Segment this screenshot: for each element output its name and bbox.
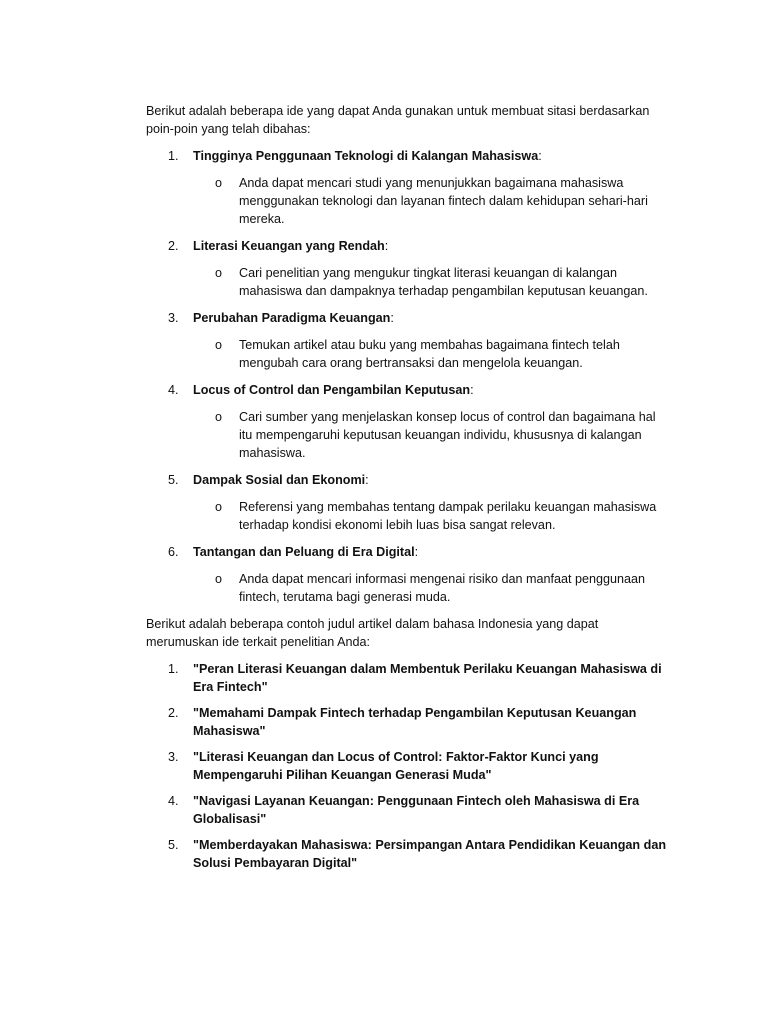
idea-colon: : xyxy=(365,473,369,487)
idea-colon: : xyxy=(414,545,419,559)
idea-detail xyxy=(146,174,666,228)
article-title-item xyxy=(146,704,666,740)
article-title-number: 1. xyxy=(168,662,179,676)
intro-paragraph: Berikut adalah beberapa ide yang dapat Anda gunakan untuk membuat sitasi berdasarkan poin-poin yang telah dibahas: xyxy=(146,104,650,136)
idea-detail-text: Cari penelitian yang mengukur tingkat literasi keuangan di kalangan mahasiswa dan dampaknya terhadap pengambilan keputusan keuangan. xyxy=(239,266,648,298)
idea-number: 1. xyxy=(168,149,179,163)
article-title-text: "Memahami Dampak Fintech terhadap Pengambilan Keputusan Keuangan Mahasiswa" xyxy=(193,706,637,738)
idea-detail-text: Anda dapat mencari studi yang menunjukkan bagaimana mahasiswa menggunakan teknologi dan layanan fintech dalam kehidupan sehari-hari mereka. xyxy=(239,176,648,226)
idea-detail xyxy=(146,264,666,300)
idea-detail-text: Temukan artikel atau buku yang membahas bagaimana fintech telah mengubah cara orang bertransaksi dan mengelola keuangan. xyxy=(239,338,620,370)
idea-title: Locus of Control dan Pengambilan Keputusan xyxy=(193,383,471,397)
document-page xyxy=(146,102,666,880)
bullet-icon: o xyxy=(215,338,223,352)
article-title-item xyxy=(146,792,666,828)
article-title-text: "Memberdayakan Mahasiswa: Persimpangan Antara Pendidikan Keuangan dan Solusi Pembayaran Digital" xyxy=(193,838,667,870)
idea-detail-text: Anda dapat mencari informasi mengenai risiko dan manfaat penggunaan fintech, terutama bagi generasi muda. xyxy=(239,572,646,604)
bullet-icon: o xyxy=(215,572,223,586)
idea-detail xyxy=(146,498,666,534)
ideas-list xyxy=(146,147,666,606)
idea-title: Perubahan Paradigma Keuangan xyxy=(193,311,391,325)
idea-title: Literasi Keuangan yang Rendah xyxy=(193,239,385,253)
article-title-item xyxy=(146,748,666,784)
idea-number: 2. xyxy=(168,239,179,253)
idea-colon: : xyxy=(390,311,394,325)
idea-item xyxy=(146,309,666,327)
article-title-text: "Navigasi Layanan Keuangan: Penggunaan Fintech oleh Mahasiswa di Era Globalisasi" xyxy=(193,794,640,826)
idea-colon: : xyxy=(538,149,542,163)
article-title-number: 5. xyxy=(168,838,179,852)
titles-intro-paragraph: Berikut adalah beberapa contoh judul artikel dalam bahasa Indonesia yang dapat merumuskan ide terkait penelitian Anda: xyxy=(146,617,599,649)
idea-item xyxy=(146,381,666,399)
bullet-icon: o xyxy=(215,500,223,514)
idea-item xyxy=(146,237,666,255)
bullet-icon: o xyxy=(215,410,223,424)
idea-colon: : xyxy=(470,383,474,397)
article-title-item xyxy=(146,660,666,696)
article-title-text: "Peran Literasi Keuangan dalam Membentuk Perilaku Keuangan Mahasiswa di Era Fintech" xyxy=(193,662,662,694)
idea-number: 5. xyxy=(168,473,179,487)
idea-number: 4. xyxy=(168,383,179,397)
article-title-number: 2. xyxy=(168,706,179,720)
idea-detail-text: Cari sumber yang menjelaskan konsep locus of control dan bagaimana hal itu mempengaruhi keputusan keuangan individu, khususnya di kalangan mahasiswa. xyxy=(239,410,656,460)
article-titles-list xyxy=(146,660,666,872)
idea-colon: : xyxy=(384,239,389,253)
article-title-number: 4. xyxy=(168,794,179,808)
idea-title: Tingginya Penggunaan Teknologi di Kalangan Mahasiswa xyxy=(193,149,539,163)
idea-title: Tantangan dan Peluang di Era Digital xyxy=(193,545,415,559)
bullet-icon: o xyxy=(215,266,223,280)
idea-detail xyxy=(146,336,666,372)
idea-detail xyxy=(146,408,666,462)
idea-item xyxy=(146,471,666,489)
bullet-icon: o xyxy=(215,176,223,190)
article-title-item xyxy=(146,836,666,872)
idea-number: 6. xyxy=(168,545,179,559)
idea-item xyxy=(146,543,666,561)
idea-detail xyxy=(146,570,666,606)
article-title-text: "Literasi Keuangan dan Locus of Control: Faktor-Faktor Kunci yang Mempengaruhi Pilihan Keuangan Generasi Muda" xyxy=(193,750,599,782)
idea-detail-text: Referensi yang membahas tentang dampak perilaku keuangan mahasiswa terhadap kondisi ekonomi lebih luas bisa sangat relevan. xyxy=(239,500,657,532)
idea-title: Dampak Sosial dan Ekonomi xyxy=(193,473,366,487)
article-title-number: 3. xyxy=(168,750,179,764)
idea-item xyxy=(146,147,666,165)
idea-number: 3. xyxy=(168,311,179,325)
